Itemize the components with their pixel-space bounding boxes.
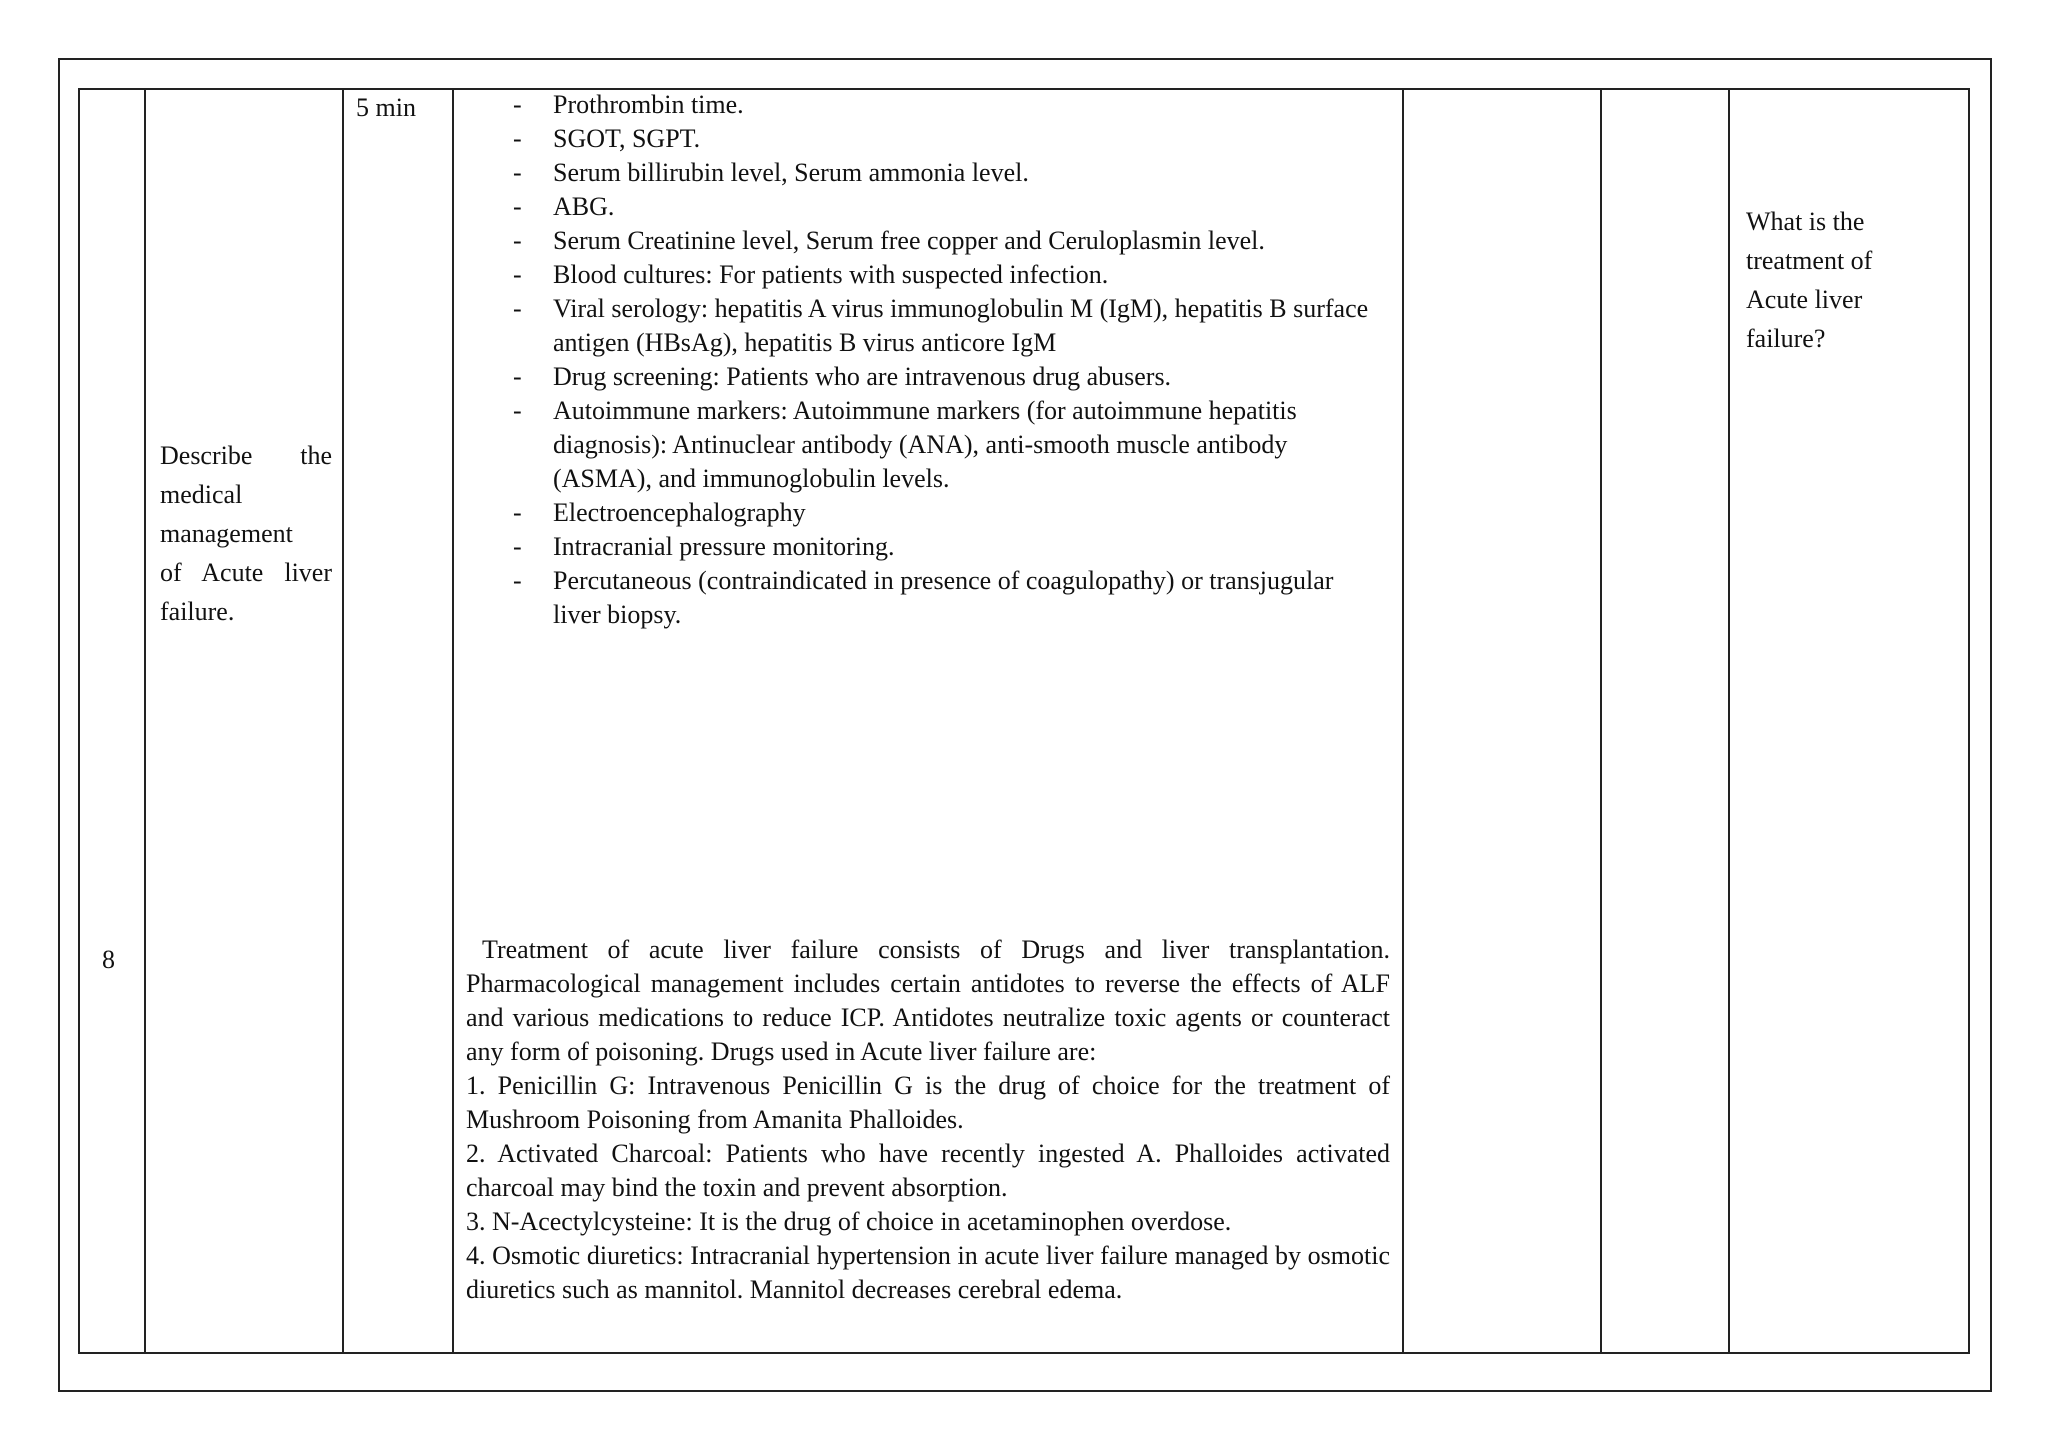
list-item: - ABG. (505, 190, 1385, 224)
treatment-item: 2. Activated Charcoal: Patients who have recently ingested A. Phalloides activated charcoal may bind the toxin and prevent absorption. (466, 1139, 1390, 1202)
list-item: - Serum Creatinine level, Serum free copper and Ceruloplasmin level. (505, 224, 1385, 258)
objective-line: of Acute liver (160, 558, 332, 587)
question-line: treatment of (1746, 246, 1873, 275)
evaluation-question (1746, 202, 1946, 358)
treatment-item: 1. Penicillin G: Intravenous Penicillin G is the drug of choice for the treatment of Mushroom Poisoning from Amanita Phalloides. (466, 1071, 1390, 1134)
column-teaching-activity (1402, 88, 1602, 1354)
treatment-intro: Treatment of acute liver failure consists of Drugs and liver transplantation. Pharmacological management includes certain antidotes to reverse the effects of ALF and various medications to reduce ICP. Antidotes neutralize toxic agents or counteract any form of poisoning. Drugs used in Acute liver failure are: (466, 935, 1390, 1066)
treatment-section (466, 933, 1390, 1307)
objective-line: management (160, 519, 293, 548)
row-number: 8 (102, 945, 115, 974)
column-av-aids (1600, 88, 1730, 1354)
list-item: - Intracranial pressure monitoring. (505, 530, 1385, 564)
treatment-item: 4. Osmotic diuretics: Intracranial hypertension in acute liver failure managed by osmotic diuretics such as mannitol. Mannitol decreases cerebral edema. (466, 1241, 1390, 1304)
column-objective (144, 88, 344, 1354)
list-item: - Autoimmune markers: Autoimmune markers (for autoimmune hepatitis diagnosis): Antinuclear antibody (ANA), anti-smooth muscle antibody (ASMA), and immunoglobulin levels. (505, 394, 1385, 496)
question-line: failure? (1746, 324, 1826, 353)
list-item: - Electroencephalography (505, 496, 1385, 530)
specific-objective (160, 436, 332, 631)
objective-line: failure. (160, 597, 235, 626)
time-allotted: 5 min (356, 93, 416, 122)
objective-line: Describe the (160, 441, 332, 470)
column-time (342, 88, 454, 1354)
list-item: - Prothrombin time. (505, 88, 1385, 122)
question-line: Acute liver (1746, 285, 1863, 314)
question-line: What is the (1746, 207, 1865, 236)
list-item: - Viral serology: hepatitis A virus immunoglobulin M (IgM), hepatitis B surface antigen (HBsAg), hepatitis B virus anticore IgM (505, 292, 1385, 360)
list-item: - Serum billirubin level, Serum ammonia level. (505, 156, 1385, 190)
investigations-list (505, 88, 1385, 632)
list-item: - Percutaneous (contraindicated in presence of coagulopathy) or transjugular liver biopsy. (505, 564, 1385, 632)
treatment-item: 3. N-Acectylcysteine: It is the drug of choice in acetaminophen overdose. (466, 1207, 1232, 1236)
list-item: - SGOT, SGPT. (505, 122, 1385, 156)
objective-line: medical (160, 480, 243, 509)
list-item: - Drug screening: Patients who are intravenous drug abusers. (505, 360, 1385, 394)
column-sno (78, 88, 146, 1354)
list-item: - Blood cultures: For patients with suspected infection. (505, 258, 1385, 292)
